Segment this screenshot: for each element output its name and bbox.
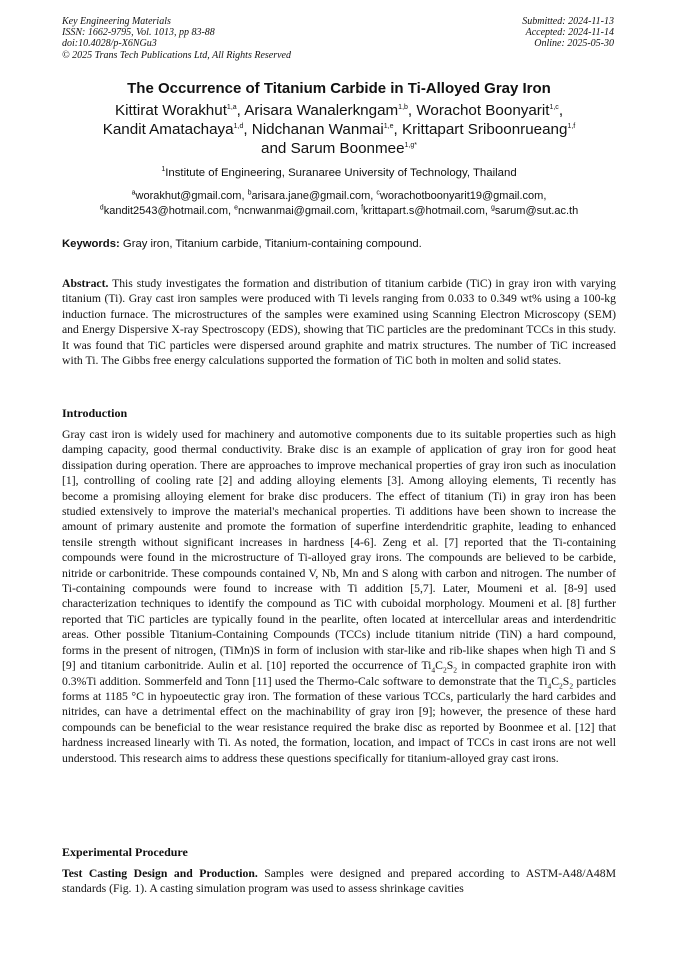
email-link[interactable]: krittapart.s@hotmail.com <box>363 205 485 217</box>
journal-name: Key Engineering Materials <box>62 16 171 27</box>
subsection-label: Test Casting Design and Production. <box>62 867 258 880</box>
journal-doi[interactable]: doi:10.4028/p-X6NGu3 <box>62 38 157 50</box>
copyright: © 2025 Trans Tech Publications Ltd, All Rights Reserved <box>62 49 291 61</box>
email-link[interactable]: arisara.jane@gmail.com <box>251 190 371 202</box>
abstract-label: Abstract. <box>62 277 109 290</box>
author: Kittirat Worakhut$^{1,a}$, <box>114 102 245 119</box>
submitted-date: Submitted: 2024-11-13 <box>522 16 614 27</box>
accepted-date: Accepted: 2024-11-14 <box>525 27 614 39</box>
email-link[interactable]: sarum@sut.ac.th <box>494 205 579 217</box>
journal-header <box>62 16 291 61</box>
affiliation: $^1$Institute of Engineering, Suranaree University of Technology, Thailand <box>161 166 517 179</box>
journal-issn: ISSN: 1662-9795, Vol. 1013, pp 83-88 <box>62 27 215 39</box>
experimental-heading: Experimental Procedure <box>62 845 188 859</box>
email-link[interactable]: worakhut@gmail.com <box>135 190 242 202</box>
experimental-body: Test Casting Design and Production. Samples were designed and prepared according to ASTM-A48/A48M standards (Fig. 1). A casting simulation program was used to assess shrinkage cavities <box>62 867 616 896</box>
author: Kandit Amatachaya$^{1,d}$, <box>102 121 252 138</box>
abstract <box>62 276 616 368</box>
author: Krittapart Sriboonrueang$^{1,f}$ <box>401 121 576 138</box>
introduction-body: Gray cast iron is widely used for machinery and automotive components due to its suitable properties such as high damping capacity, good thermal conductivity. Brake disc is an example of application of gray iron for good heat dissipation during operation. There are approaches to improve mechanical properties of gray iron such as inoculation [1], controlling of cooling rate [2] and adding alloying elements [3]. Among alloying elements, Ti recently has become a promising alloying element for brake disc producers. The effect of titanium (Ti) in gray iron has been studied extensively to improve the material's mechanical properties. Ti additions have been shown to increase the amount of primary austenite and promote the formation of superfine interdendritic graphite, leading to enhanced tensile strength without significant increases in hardness [4-6]. Zeng et al. [7] reported that the Ti-containing compounds were found in the microstructure of Ti-alloyed gray irons. The compounds are believed to be carbide, nitride or carbonitride. These compounds contained V, Nb, Mn and S along with carbon and nitrogen. The number of Ti-containing compounds were found to increase with Ti addition [5,7]. Later, Moumeni et al. [8-9] used characterization techniques to identify the compound as TiC with cuboidal morphology. Moumeni et al. [8] further reported that TiC particles are typically found in the pearlite, often located at intercellular areas and interdendritic areas. Other possible Titanium-Containing Compounds (TCCs) include titanium nitride (TiN) a hard compound, forms in the present of nitrogen, (TiMn)S in form of inclusion with star-like and rib-like shapes when high Ti and S [9] and titanium carbonitride. Aulin et al. [10] reported the occurrence of $Ti_4C_2S_2$ in compacted graphite iron with 0.3%Ti addition. Sommerfeld and Tonn [11] used the Thermo-Calc software to demonstrate that the $Ti_4C_2S_2$ particles forms at 1185 °C in hypoeutectic gray iron. The formation of these various TCCs, particularly the hard carbides and nitrides, can have a detrimental effect on the machinability of gray iron [9]; however, the presence of these hard compounds can be beneficial to the wear resistance required the brake disc as reported by Boonmee et al. [12] that hardness increased linearly with Ti. As noted, the formation, location, and impact of TCCs in cast irons are not well understood. This research aims to address these questions specifically for titanium-alloyed gray cast irons. <box>62 428 616 765</box>
keywords-text: Gray iron, Titanium carbide, Titanium-containing compound. <box>122 238 422 250</box>
abstract-text: This study investigates the formation and distribution of titanium carbide (TiC) in gray iron with varying titanium (Ti). Gray cast iron samples were produced with Ti levels ranging from 0.033 to 0.349 wt% using a 100-kg induction furnace. The microstructures of the samples were examined using Scanning Electron Microscopy (SEM) and Energy Dispersive X-ray Spectroscopy (EDS), showing that TiC particles are the predominant TCCs in this study. It was found that TiC particles were dispersed around graphite and matrix structures. The number of TiC increased with Ti. The Gibbs free energy calculations supported the formation of TiC both in molten and solid states. <box>62 277 616 368</box>
email-link[interactable]: kandit2543@hotmail.com <box>103 205 228 217</box>
author: Arisara Wanalerkngam$^{1,b}$, <box>244 102 417 119</box>
paper-title: The Occurrence of Titanium Carbide in Ti-Alloyed Gray Iron <box>127 80 551 97</box>
chemical-formula: $Ti_4C_2S_2$ <box>537 674 574 690</box>
author-list <box>40 101 638 158</box>
email-link[interactable]: ncnwanmai@gmail.com <box>238 205 355 217</box>
email-list: $^a$worakhut@gmail.com, $^b$arisara.jane@gmail.com, $^c$worachotboonyarit19@gmail.com, $^d$kandit2543@hotmail.com, $^e$ncnwanmai@gmail.com, $^f$krittapart.s@hotmail.com, $^g$sarum@sut.ac.th <box>99 189 579 217</box>
author: Worachot Boonyarit$^{1,c}$, <box>416 102 564 119</box>
introduction-heading: Introduction <box>62 406 128 420</box>
dates-header <box>522 16 614 50</box>
chemical-formula: $Ti_4C_2S_2$ <box>421 659 457 675</box>
online-date: Online: 2025-05-30 <box>534 38 614 50</box>
email-link[interactable]: worachotboonyarit19@gmail.com <box>379 190 544 202</box>
keywords-label: Keywords: <box>62 238 120 250</box>
author: Nidchanan Wanmai$^{1,e}$, <box>251 121 402 138</box>
keywords <box>62 237 622 251</box>
author: and Sarum Boonmee$^{1,g*}$ <box>261 140 417 157</box>
